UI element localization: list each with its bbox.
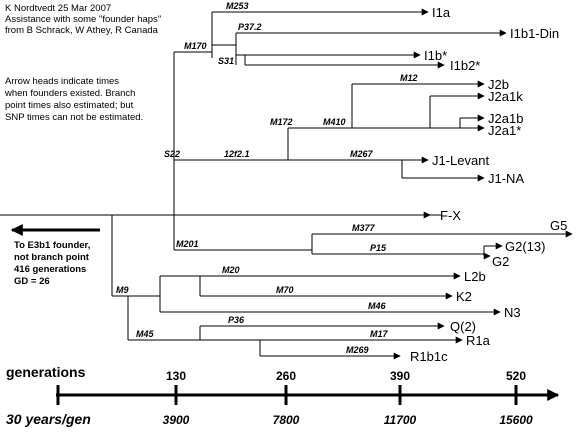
label-j2a1k: J2a1k	[488, 89, 523, 104]
snp-m17: M17	[370, 329, 388, 339]
arrow-note-line-1: Arrow heads indicate times	[5, 76, 120, 87]
label-j2b: J2b	[488, 77, 509, 92]
arrow-note-line-2: when founders existed. Branch	[5, 88, 136, 99]
snp-m9: M9	[116, 285, 129, 295]
label-i1a: I1a	[432, 5, 451, 20]
generation-tick-label: 260	[275, 369, 297, 383]
year-tick-label: 7800	[272, 413, 300, 427]
snp-s31: S31	[218, 56, 235, 66]
snp-m201: M201	[176, 239, 199, 249]
year-tick-label: 15600	[499, 413, 533, 427]
label-j1-levant: J1-Levant	[432, 153, 490, 168]
snp-m267: M267	[350, 149, 373, 159]
contributors-line: from B Schrack, W Athey, R Canada	[5, 25, 158, 36]
arrow-note-line-4: SNP times can not be estimated.	[5, 112, 144, 123]
label-i1b2-star: I1b2*	[450, 58, 481, 73]
snp-m253: M253	[226, 1, 249, 11]
snp-p37-2: P37.2	[238, 22, 262, 32]
snp-p36: P36	[228, 315, 245, 325]
label-n3: N3	[504, 305, 521, 320]
label-k2: K2	[456, 289, 472, 304]
snp-12f2-1: 12f2.1	[224, 149, 250, 159]
assistance-line: Assistance with some "founder haps"	[5, 14, 162, 25]
snp-m172: M172	[270, 117, 293, 127]
e3b1-note-line-2: not branch point	[14, 252, 89, 263]
label-l2b: L2b	[464, 269, 486, 284]
snp-m377: M377	[352, 223, 375, 233]
generation-tick-label: 130	[165, 369, 187, 383]
label-i1b-star: I1b*	[424, 48, 448, 63]
year-tick-label: 11700	[383, 413, 417, 427]
label-q-2: Q(2)	[450, 319, 476, 334]
e3b1-note-line-1: To E3b1 founder,	[14, 240, 91, 251]
snp-m46: M46	[368, 301, 386, 311]
label-g5: G5	[550, 218, 568, 233]
label-j2a1-star: J2a1*	[488, 123, 522, 138]
arrow-note-line-3: point times also estimated; but	[5, 100, 134, 111]
generations-axis-label: generations	[6, 364, 86, 380]
label-g2: G2	[492, 254, 510, 269]
snp-m12: M12	[400, 73, 418, 83]
generation-tick-label: 390	[389, 369, 411, 383]
snp-m170: M170	[184, 41, 207, 51]
year-tick-label: 3900	[162, 413, 190, 427]
label-f-x: F-X	[440, 208, 461, 223]
snp-m45: M45	[136, 329, 154, 339]
label-j1-na: J1-NA	[488, 171, 525, 186]
e3b1-note-line-3: 416 generations	[14, 264, 87, 275]
label-g2-13: G2(13)	[505, 239, 546, 254]
e3b1-note-line-4: GD = 26	[14, 276, 50, 287]
snp-s22: S22	[164, 149, 181, 159]
label-r1a: R1a	[466, 333, 490, 348]
author-line: K Nordtvedt 25 Mar 2007	[5, 3, 112, 14]
years-per-generation-label: 30 years/gen	[6, 411, 91, 427]
snp-m410: M410	[323, 117, 346, 127]
generation-tick-label: 520	[505, 369, 527, 383]
snp-m269: M269	[346, 345, 369, 355]
label-j2a1b: J2a1b	[488, 111, 524, 126]
label-i1b1-din: I1b1-Din	[510, 26, 560, 41]
snp-p15: P15	[370, 243, 387, 253]
snp-m70: M70	[276, 285, 294, 295]
label-r1b1c: R1b1c	[410, 349, 448, 364]
snp-m20: M20	[222, 265, 240, 275]
